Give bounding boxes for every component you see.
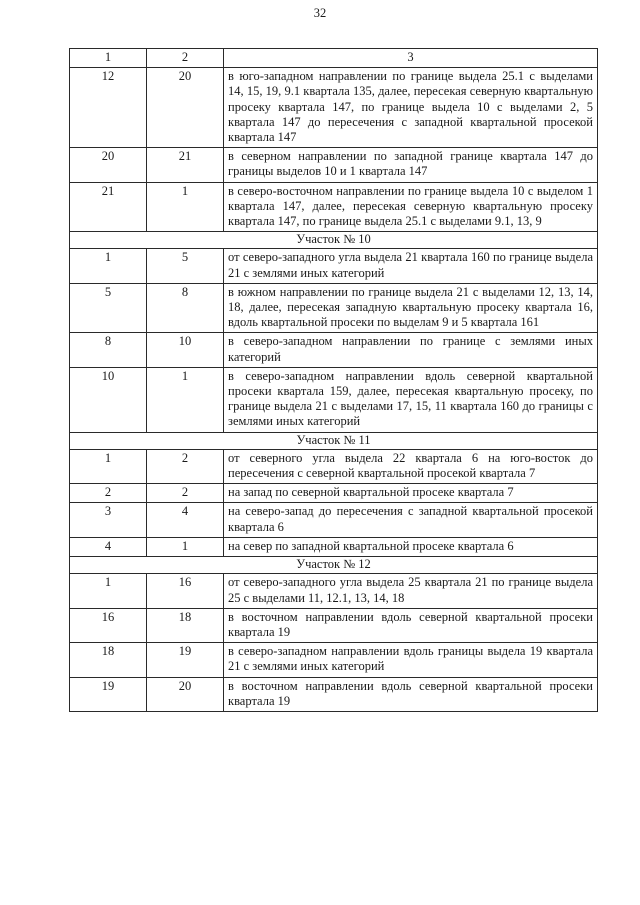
from-point-cell: 16 [70, 608, 147, 642]
from-point-cell: 10 [70, 367, 147, 432]
from-point-cell: 5 [70, 283, 147, 333]
to-point-cell: 20 [147, 68, 224, 148]
from-point-cell: 8 [70, 333, 147, 367]
boundary-description-cell: в северо-западном направлении по границе с землями иных категорий [224, 333, 598, 367]
boundary-description-cell: в юго-западном направлении по границе выдела 25.1 с выделами 14, 15, 19, 9.1 квартала 135, далее, пересекая северную квартальную просеку квартала 147, по границе выдела 10 с выделами 2, 5 квартала 147 до пересечения с западной квартальной просекой квартала 147 [224, 68, 598, 148]
to-point-cell: 1 [147, 537, 224, 556]
from-point-cell: 19 [70, 677, 147, 711]
boundary-description-cell: от северо-западного угла выдела 25 квартала 21 по границе выдела 25 с выделами 11, 12.1, 13, 14, 18 [224, 574, 598, 608]
page-number: 32 [313, 6, 327, 20]
to-point-cell: 19 [147, 643, 224, 677]
section-heading: Участок № 11 [70, 432, 598, 449]
to-point-cell: 8 [147, 283, 224, 333]
to-point-cell: 1 [147, 367, 224, 432]
from-point-cell: 21 [70, 182, 147, 232]
boundary-description-cell: от северо-западного угла выдела 21 квартала 160 по границе выдела 21 с землями иных категорий [224, 249, 598, 283]
section-heading-row [70, 557, 598, 574]
from-point-cell: 1 [70, 449, 147, 483]
boundary-description-cell: в северном направлении по западной границе квартала 147 до границы выделов 10 и 1 квартала 147 [224, 148, 598, 182]
boundary-description-cell: в южном направлении по границе выдела 21 с выделами 12, 13, 14, 18, далее, пересекая западную квартальную просеку квартала 16, вдоль квартальной просеки по выделам 9 и 5 квартала 161 [224, 283, 598, 333]
table-row [70, 182, 598, 232]
boundary-description-cell: в восточном направлении вдоль северной квартальной просеки квартала 19 [224, 608, 598, 642]
to-point-cell: 10 [147, 333, 224, 367]
table-header-row [70, 49, 598, 68]
to-point-cell: 18 [147, 608, 224, 642]
to-point-cell: 1 [147, 182, 224, 232]
to-point-cell: 4 [147, 503, 224, 537]
boundary-description-cell: в восточном направлении вдоль северной квартальной просеки квартала 19 [224, 677, 598, 711]
from-point-cell: 3 [70, 503, 147, 537]
table-row [70, 449, 598, 483]
from-point-cell: 2 [70, 484, 147, 503]
column-header-description: 3 [224, 49, 598, 68]
column-header-to-point: 2 [147, 49, 224, 68]
to-point-cell: 5 [147, 249, 224, 283]
boundary-description-cell: от северного угла выдела 22 квартала 6 на юго-восток до пересечения с северной квартальной просекой квартала 7 [224, 449, 598, 483]
table-row [70, 503, 598, 537]
to-point-cell: 2 [147, 484, 224, 503]
from-point-cell: 18 [70, 643, 147, 677]
boundary-description-cell: на север по западной квартальной просеке квартала 6 [224, 537, 598, 556]
boundary-description-cell: на северо-запад до пересечения с западной квартальной просекой квартала 6 [224, 503, 598, 537]
table-row [70, 608, 598, 642]
table-row [70, 677, 598, 711]
table-row [70, 367, 598, 432]
table-row [70, 574, 598, 608]
boundary-description-cell: в северо-западном направлении вдоль северной квартальной просеки квартала 159, далее, пересекая квартальную просеку, по границе выдела 21 с выделами 17, 15, 11 квартала 160 до границы с землями иных категорий [224, 367, 598, 432]
table-row [70, 148, 598, 182]
table-row [70, 537, 598, 556]
boundary-description-cell: на запад по северной квартальной просеке квартала 7 [224, 484, 598, 503]
to-point-cell: 20 [147, 677, 224, 711]
to-point-cell: 16 [147, 574, 224, 608]
column-header-from-point: 1 [70, 49, 147, 68]
from-point-cell: 1 [70, 574, 147, 608]
from-point-cell: 12 [70, 68, 147, 148]
section-heading-row [70, 432, 598, 449]
to-point-cell: 21 [147, 148, 224, 182]
table-row [70, 249, 598, 283]
boundary-description-cell: в северо-восточном направлении по границе выдела 10 с выделом 1 квартала 147, далее, пересекая северную квартальную просеку квартала 147, по границе выдела 25.1 с выделами 9.1, 13, 9 [224, 182, 598, 232]
boundary-description-table [69, 48, 598, 712]
from-point-cell: 4 [70, 537, 147, 556]
from-point-cell: 1 [70, 249, 147, 283]
table-row [70, 643, 598, 677]
to-point-cell: 2 [147, 449, 224, 483]
table-row [70, 484, 598, 503]
table-row [70, 283, 598, 333]
section-heading: Участок № 10 [70, 232, 598, 249]
boundary-description-cell: в северо-западном направлении вдоль границы выдела 19 квартала 21 с землями иных категорий [224, 643, 598, 677]
table-body [70, 49, 598, 712]
section-heading: Участок № 12 [70, 557, 598, 574]
table-row [70, 333, 598, 367]
section-heading-row [70, 232, 598, 249]
table-row [70, 68, 598, 148]
from-point-cell: 20 [70, 148, 147, 182]
